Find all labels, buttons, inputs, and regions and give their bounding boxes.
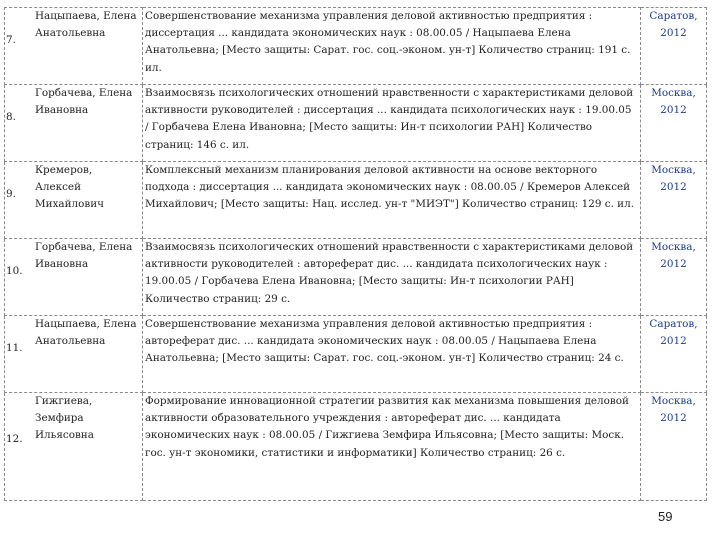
entry-title: Взаимосвязь психологических отношений нравственности с характеристиками деловой активности руководителей : автореферат дис. ... кандидата психологических наук : 19.00.05 / Горбачева Елена Ивановна; [Место защиты: Ин-т психологии РАН] Количество страниц: 29 с. xyxy=(143,239,641,316)
entry-title: Совершенствование механизма управления деловой активностью предприятия : автореферат дис. ... кандидата экономических наук : 08.00.05 / Нацыпаева Елена Анатольевна; [Место защиты: Сарат. гос. соц.-эконом. ун-т] Количество страниц: 24 с. xyxy=(143,316,641,393)
table-row xyxy=(5,162,707,239)
table-row xyxy=(5,316,707,393)
entry-author: Гижгиева, Земфира Ильясовна xyxy=(35,395,94,442)
page-number: 59 xyxy=(658,509,673,524)
entry-place-year: Саратов, 2012 xyxy=(641,316,707,393)
table-row xyxy=(5,8,707,85)
author-cell xyxy=(5,393,143,501)
entry-place-year: Москва, 2012 xyxy=(641,162,707,239)
entry-title: Комплексный механизм планирования деловой активности на основе векторного подхода : диссертация ... кандидата экономических наук : 08.00.05 / Кремеров Алексей Михайлович; [Место защиты: Нац. исслед. ун-т "МИЭТ"] Количество страниц: 129 с. ил. xyxy=(143,162,641,239)
author-cell xyxy=(5,8,143,85)
table-row xyxy=(5,393,707,501)
entry-place-year: Москва, 2012 xyxy=(641,393,707,501)
entry-place-year: Саратов, 2012 xyxy=(641,8,707,85)
entry-author: Горбачева, Елена Ивановна xyxy=(35,87,133,117)
entry-title: Формирование инновационной стратегии развития как механизма повышения деловой активности образовательного учреждения : автореферат дис. ... кандидата экономических наук : 08.00.05 / Гижгиева Земфира Ильясовна; [Место защиты: Моск. гос. ун-т экономики, статистики и информатики] Количество страниц: 26 с. xyxy=(143,393,641,501)
entry-place-year: Москва, 2012 xyxy=(641,85,707,162)
entry-number: 12. xyxy=(6,433,23,445)
entry-author: Горбачева, Елена Ивановна xyxy=(35,241,133,271)
entry-number: 11. xyxy=(6,342,23,354)
entry-author: Нацыпаева, Елена Анатольевна xyxy=(35,10,137,40)
author-cell xyxy=(5,162,143,239)
entry-place-year: Москва, 2012 xyxy=(641,239,707,316)
entry-author: Кремеров, Алексей Михайлович xyxy=(35,164,105,211)
entry-author: Нацыпаева, Елена Анатольевна xyxy=(35,318,137,348)
entry-title: Совершенствование механизма управления деловой активностью предприятия : диссертация ... кандидата экономических наук : 08.00.05 / Нацыпаева Елена Анатольевна; [Место защиты: Сарат. гос. соц.-эконом. ун-т] Количество страниц: 191 с. ил. xyxy=(143,8,641,85)
table-row xyxy=(5,85,707,162)
entry-number: 9. xyxy=(6,188,16,200)
table-row xyxy=(5,239,707,316)
entry-number: 8. xyxy=(6,111,16,123)
author-cell xyxy=(5,85,143,162)
entry-title: Взаимосвязь психологических отношений нравственности с характеристиками деловой активности руководителей : диссертация ... кандидата психологических наук : 19.00.05 / Горбачева Елена Ивановна; [Место защиты: Ин-т психологии РАН] Количество страниц: 146 с. ил. xyxy=(143,85,641,162)
entry-number: 7. xyxy=(6,34,16,46)
author-cell xyxy=(5,316,143,393)
bibliography-table xyxy=(4,7,707,501)
author-cell xyxy=(5,239,143,316)
entry-number: 10. xyxy=(6,265,23,277)
